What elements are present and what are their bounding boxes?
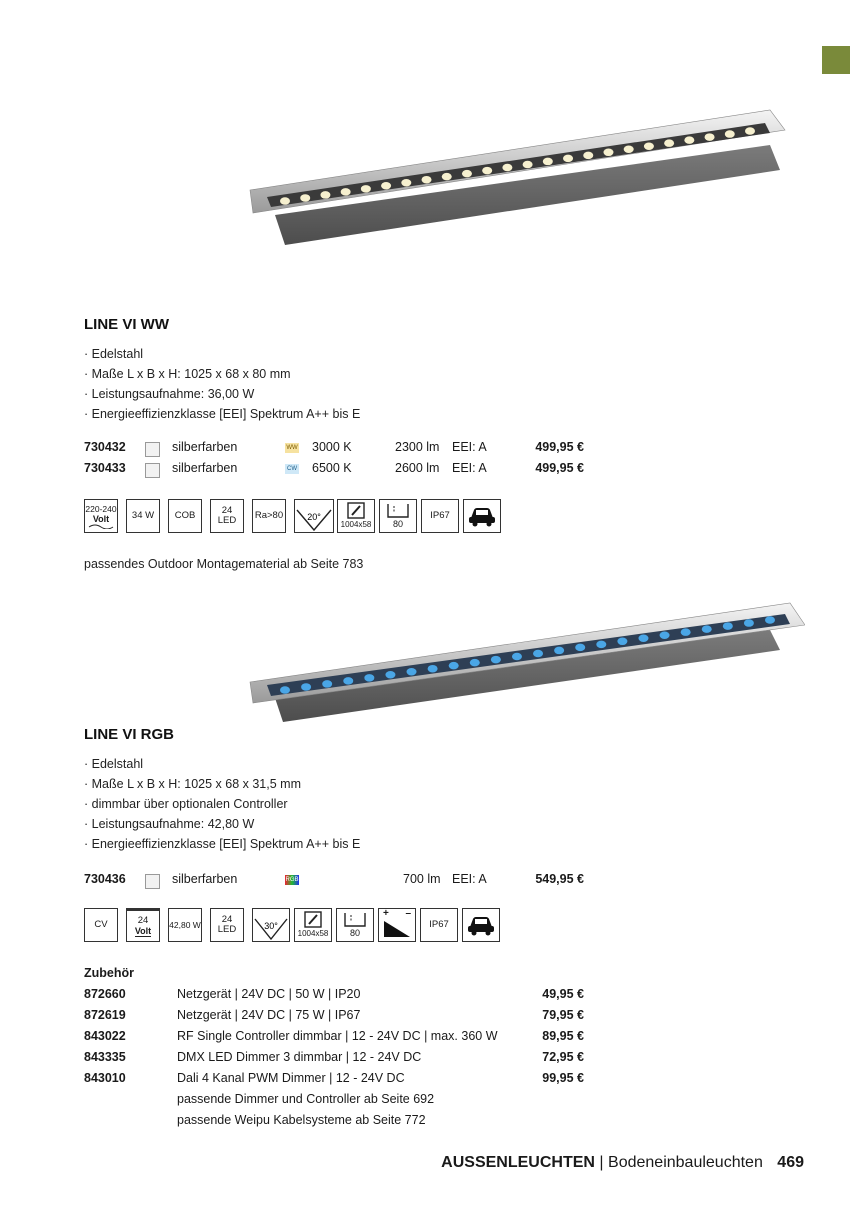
cob-icon xyxy=(168,499,202,533)
cutout-size: 1004x58 xyxy=(340,520,372,529)
feature-item: · Edelstahl xyxy=(84,754,360,774)
feature-item: · Leistungsaufnahme: 42,80 W xyxy=(84,814,360,834)
color-swatch xyxy=(145,463,160,478)
price: 499,95 € xyxy=(535,461,584,475)
led-number: 24 xyxy=(221,505,233,516)
spec-icon-row xyxy=(84,499,504,535)
led-dot xyxy=(554,647,564,655)
led-dot xyxy=(407,668,417,676)
led-dot xyxy=(449,662,459,670)
ip-rating: IP67 xyxy=(429,919,449,930)
energy-class: EEI: A xyxy=(452,872,487,886)
accessory-row xyxy=(84,1050,594,1071)
cv-label: CV xyxy=(94,919,108,930)
led-dot xyxy=(523,161,533,169)
feature-item: · Leistungsaufnahme: 36,00 W xyxy=(84,384,360,404)
drive-over-car-icon xyxy=(462,908,500,942)
led-dot xyxy=(563,155,573,163)
led-dot xyxy=(705,133,715,141)
voltage-range: 220-240 xyxy=(85,503,117,514)
dim-plus: + xyxy=(383,908,389,919)
price: 549,95 € xyxy=(535,872,584,886)
led-label: LED xyxy=(217,515,237,526)
article-number: 872660 xyxy=(84,987,126,1001)
dimming-ramp-icon xyxy=(382,919,412,939)
price: 499,95 € xyxy=(535,440,584,454)
ip-rating: IP67 xyxy=(430,510,450,521)
led-dot xyxy=(502,164,512,172)
color-temperature-tag: CW xyxy=(287,466,297,472)
ip-rating-icon xyxy=(420,908,458,942)
led-dot xyxy=(533,650,543,658)
led-dot xyxy=(512,653,522,661)
page-footer xyxy=(441,1154,804,1172)
accessory-description: Netzgerät | 24V DC | 50 W | IP20 xyxy=(177,987,361,1001)
dimmable-icon xyxy=(378,908,416,942)
luminous-flux: 2300 lm xyxy=(395,440,440,454)
led-dot xyxy=(596,641,606,649)
price: 99,95 € xyxy=(542,1071,584,1085)
cutout-icon xyxy=(337,499,375,533)
led-dot xyxy=(617,638,627,646)
ip-rating-icon xyxy=(421,499,459,533)
accessory-row xyxy=(84,987,594,1008)
constant-voltage-icon xyxy=(84,908,118,942)
led-dot xyxy=(280,686,290,694)
accessory-note: passende Weipu Kabelsysteme ab Seite 772 xyxy=(177,1113,426,1127)
cutout-size: 1004x58 xyxy=(297,929,329,938)
luminous-flux: 700 lm xyxy=(403,872,441,886)
led-dot xyxy=(543,158,553,166)
led-dot xyxy=(385,671,395,679)
footer-subsection: Bodeneinbauleuchten xyxy=(608,1154,763,1171)
ac-wave-icon xyxy=(88,524,114,529)
voltage-label: Volt xyxy=(92,513,110,524)
led-dot xyxy=(723,622,733,630)
voltage-number: 24 xyxy=(137,914,149,926)
luminous-flux: 2600 lm xyxy=(395,461,440,475)
installation-depth-icon xyxy=(379,499,417,533)
feature-item: · Energieeffizienzklasse [EEI] Spektrum A++ bis E xyxy=(84,404,360,424)
color-temperature-tag: RGB xyxy=(285,877,299,883)
variant-row xyxy=(84,872,594,893)
voltage-label: Volt xyxy=(134,925,152,936)
led-dot xyxy=(725,130,735,138)
led-dot xyxy=(280,197,290,205)
finish-color: silberfarben xyxy=(172,440,238,454)
led-dot xyxy=(624,146,634,154)
color-rendering-value: Ra>80 xyxy=(254,510,284,521)
accessory-description: Dali 4 Kanal PWM Dimmer | 12 - 24V DC xyxy=(177,1071,405,1085)
price: 49,95 € xyxy=(542,987,584,1001)
led-dot xyxy=(343,677,353,685)
beam-angle-value: 20° xyxy=(307,512,321,522)
depth-bracket-icon xyxy=(385,503,411,519)
price: 89,95 € xyxy=(542,1029,584,1043)
spec-icon-row xyxy=(84,908,504,944)
led-icon xyxy=(210,908,244,942)
finish-color: silberfarben xyxy=(172,461,238,475)
color-swatch xyxy=(145,874,160,889)
product-title: LINE VI WW xyxy=(84,316,169,333)
energy-class: EEI: A xyxy=(452,461,487,475)
article-number: 843022 xyxy=(84,1029,126,1043)
feature-item: · dimmbar über optionalen Controller xyxy=(84,794,360,814)
led-dot xyxy=(470,659,480,667)
article-number: 872619 xyxy=(84,1008,126,1022)
installation-depth: 80 xyxy=(392,519,403,529)
led-dot xyxy=(583,152,593,160)
beam-angle-graphic xyxy=(253,909,289,941)
color-temperature-tag: WW xyxy=(286,445,298,451)
led-dot xyxy=(684,136,694,144)
product-image-line-vi-rgb xyxy=(245,600,805,725)
led-dot xyxy=(644,142,654,150)
variant-row xyxy=(84,440,594,461)
color-temperature: 3000 K xyxy=(312,440,352,454)
color-temperature: 6500 K xyxy=(312,461,352,475)
dim-minus: – xyxy=(405,908,411,919)
price: 72,95 € xyxy=(542,1050,584,1064)
beam-angle-value: 30° xyxy=(264,921,278,931)
depth-bracket-icon xyxy=(342,912,368,928)
product-feature-list xyxy=(84,754,360,854)
beam-angle-graphic xyxy=(295,500,333,532)
mounting-material-note: passendes Outdoor Montagematerial ab Seite 783 xyxy=(84,557,364,571)
finish-color: silberfarben xyxy=(172,872,238,886)
energy-class: EEI: A xyxy=(452,440,487,454)
article-number: 730436 xyxy=(84,872,126,886)
article-number: 843335 xyxy=(84,1050,126,1064)
accessory-description: RF Single Controller dimmbar | 12 - 24V DC | max. 360 W xyxy=(177,1029,498,1043)
led-dot xyxy=(361,185,371,193)
led-dot xyxy=(322,680,332,688)
accessories-heading: Zubehör xyxy=(84,966,134,980)
led-dot xyxy=(381,182,391,190)
wattage-value: 42,80 W xyxy=(169,920,201,930)
beam-angle-icon xyxy=(252,908,290,942)
wattage-icon xyxy=(168,908,202,942)
footer-separator: | xyxy=(599,1154,604,1171)
price: 79,95 € xyxy=(542,1008,584,1022)
led-dot xyxy=(401,179,411,187)
pencil-icon xyxy=(346,502,366,520)
variant-row xyxy=(84,461,594,482)
color-swatch xyxy=(145,442,160,457)
footer-section: AUSSENLEUCHTEN xyxy=(441,1154,595,1171)
wattage-icon xyxy=(126,499,160,533)
voltage-icon xyxy=(84,499,118,533)
led-dot xyxy=(603,149,613,157)
led-dot xyxy=(422,176,432,184)
led-dot xyxy=(462,170,472,178)
article-number: 730432 xyxy=(84,440,126,454)
cutout-icon xyxy=(294,908,332,942)
installation-depth-icon xyxy=(336,908,374,942)
led-dot xyxy=(765,616,775,624)
led-dot xyxy=(442,173,452,181)
page-number: 469 xyxy=(777,1154,804,1171)
product-image-line-vi-ww xyxy=(245,105,805,250)
led-dot xyxy=(428,665,438,673)
accessory-description: Netzgerät | 24V DC | 75 W | IP67 xyxy=(177,1008,361,1022)
led-dot xyxy=(744,619,754,627)
product-title: LINE VI RGB xyxy=(84,726,175,743)
cob-label: COB xyxy=(174,510,196,521)
wattage-value: 34 W xyxy=(131,510,155,521)
feature-item: · Edelstahl xyxy=(84,344,360,364)
led-dot xyxy=(364,674,374,682)
drive-over-car-icon xyxy=(463,499,501,533)
feature-item: · Maße L x B x H: 1025 x 68 x 31,5 mm xyxy=(84,774,360,794)
feature-item: · Maße L x B x H: 1025 x 68 x 80 mm xyxy=(84,364,360,384)
led-dot xyxy=(491,656,501,664)
led-dot xyxy=(300,194,310,202)
led-dot xyxy=(341,188,351,196)
product-feature-list xyxy=(84,344,360,424)
accessory-row xyxy=(84,1029,594,1050)
led-dot xyxy=(482,167,492,175)
feature-item: · Energieeffizienzklasse [EEI] Spektrum A++ bis E xyxy=(84,834,360,854)
article-number: 730433 xyxy=(84,461,126,475)
accessory-row xyxy=(84,1008,594,1029)
article-number: 843010 xyxy=(84,1071,126,1085)
led-dot xyxy=(660,631,670,639)
accessory-note: passende Dimmer und Controller ab Seite 692 xyxy=(177,1092,435,1106)
color-rendering-icon xyxy=(252,499,286,533)
beam-angle-icon xyxy=(294,499,334,533)
led-dot xyxy=(702,625,712,633)
led-icon xyxy=(210,499,244,533)
installation-depth: 80 xyxy=(349,928,360,938)
voltage-icon xyxy=(126,908,160,942)
led-label: LED xyxy=(217,924,237,935)
led-dot xyxy=(575,644,585,652)
led-dot xyxy=(664,139,674,147)
led-dot xyxy=(320,191,330,199)
led-number: 24 xyxy=(221,914,233,925)
led-dot xyxy=(638,635,648,643)
led-dot xyxy=(301,683,311,691)
accessory-description: DMX LED Dimmer 3 dimmbar | 12 - 24V DC xyxy=(177,1050,422,1064)
led-dot xyxy=(745,127,755,135)
accessory-row xyxy=(84,1071,594,1092)
led-dot xyxy=(681,628,691,636)
pencil-icon xyxy=(303,911,323,929)
section-color-tab xyxy=(822,46,850,74)
